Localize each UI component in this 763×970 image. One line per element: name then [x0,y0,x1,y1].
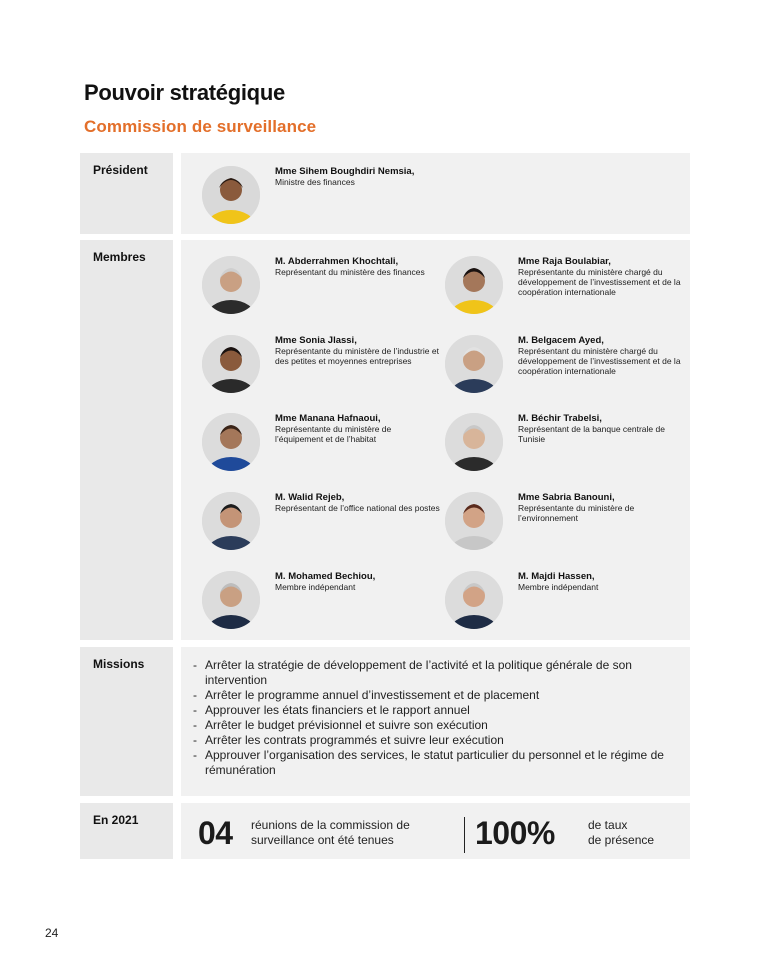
member-name: Mme Raja Boulabiar, [518,256,611,267]
member-role: Membre indépendant [518,582,599,592]
member-photo [445,571,503,629]
member-photo [202,492,260,550]
member-role: Représentante du ministère chargé du développement de l’investissement et de la coopération internationale [518,267,681,297]
membres-label: Membres [93,250,146,264]
member-role: Représentante du ministère de l’environnement [518,503,635,523]
member-card [202,492,447,552]
member-name: M. Béchir Trabelsi, [518,413,602,424]
missions-label-cell [80,647,173,796]
member-name: M. Walid Rejeb, [275,492,345,503]
member-card [445,492,690,552]
page-title: Pouvoir stratégique [84,80,285,105]
missions-label: Missions [93,657,145,671]
member-name: M. Mohamed Bechiou, [275,571,376,582]
member-card [202,256,447,316]
mission-item: - Arrêter le budget prévisionnel et suivre son exécution [193,718,488,732]
member-photo [202,571,260,629]
member-role: Représentant du ministère des finances [275,267,425,277]
mission-item: - Approuver l’organisation des services, le statut particulier du personnel et le régime de rémunération [193,748,664,777]
member-photo [202,413,260,471]
member-role: Représentante du ministère de l’industrie et des petites et moyennes entreprises [275,346,439,366]
member-role: Représentant de la banque centrale de Tunisie [518,424,665,444]
member-card [202,413,447,473]
mission-item: - Approuver les états financiers et le rapport annuel [193,703,470,717]
section-subtitle: Commission de surveillance [84,117,317,136]
member-photo [202,256,260,314]
stat-divider [464,817,465,853]
member-name: M. Belgacem Ayed, [518,335,604,346]
meetings-text: réunions de la commission de surveillance ont été tenues [251,818,410,847]
member-card [445,571,690,631]
meetings-count: 04 [198,815,233,851]
member-photo [445,335,503,393]
member-card [202,335,447,395]
president-name: Mme Sihem Boughdiri Nemsia, [275,166,415,177]
member-card [445,335,690,395]
member-card [445,256,690,316]
member-role: Représentant de l’office national des postes [275,503,440,513]
president-content-cell [181,153,690,234]
member-photo [445,492,503,550]
president-label-cell [80,153,173,234]
year-label-cell [80,803,173,859]
member-name: M. Majdi Hassen, [518,571,595,582]
member-role: Représentant du ministère chargé du développement de l’investissement et de la coopération internationale [518,346,681,376]
member-role: Membre indépendant [275,582,356,592]
member-card [202,571,447,631]
member-photo [445,413,503,471]
member-card [445,413,690,473]
president-label: Président [93,163,148,177]
member-photo [445,256,503,314]
member-name: Mme Sabria Banouni, [518,492,615,503]
missions-content-cell [181,647,690,796]
president-card [202,166,447,226]
mission-item: - Arrêter le programme annuel d’investissement et de placement [193,688,540,702]
member-name: Mme Manana Hafnaoui, [275,413,381,424]
attendance-text: de taux de présence [588,818,655,847]
mission-item: - Arrêter les contrats programmés et suivre leur exécution [193,733,504,747]
member-photo [202,335,260,393]
member-name: M. Abderrahmen Khochtali, [275,256,399,267]
year-label: En 2021 [93,813,139,827]
mission-item: - Arrêter la stratégie de développement de l’activité et la politique générale de son intervention [193,658,632,687]
page-number: 24 [45,926,59,940]
membres-content-cell [181,240,690,640]
president-role: Ministre des finances [275,177,355,187]
attendance-rate: 100% [475,815,555,851]
president-photo [202,166,260,224]
missions-list [193,658,683,778]
membres-label-cell [80,240,173,640]
member-role: Représentante du ministère de l’équipement et de l’habitat [275,424,392,444]
member-name: Mme Sonia Jlassi, [275,335,357,346]
year-content-cell [181,803,690,859]
